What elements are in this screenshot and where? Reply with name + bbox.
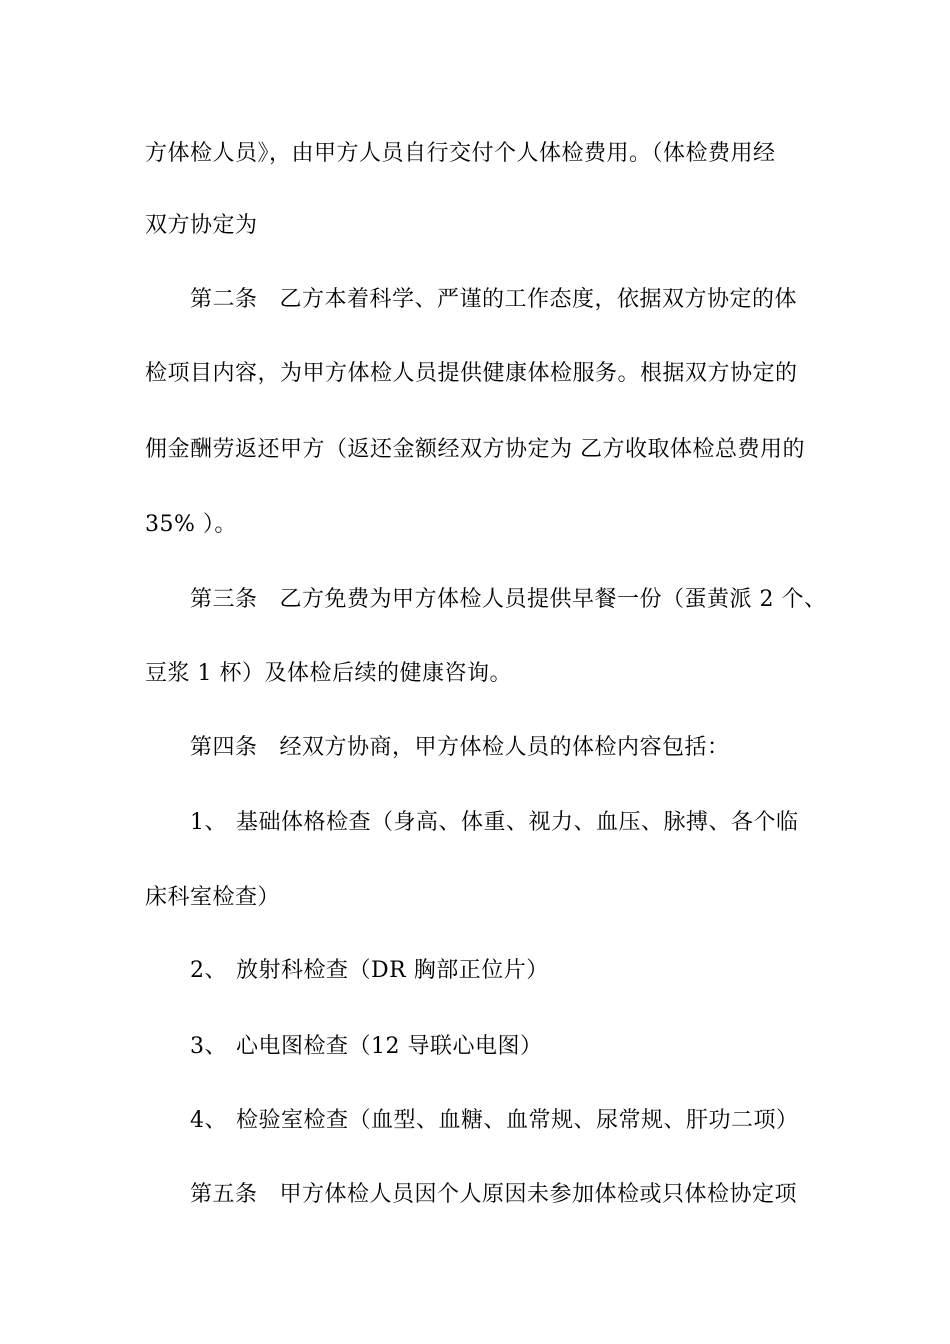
text-line bbox=[145, 359, 798, 389]
paragraph-text: 放射科检查（DR 胸部正位片） bbox=[236, 958, 549, 983]
text-line bbox=[145, 211, 258, 241]
list-item bbox=[190, 956, 549, 986]
paragraph-text: 经双方协商，甲方体检人员的体检内容包括： bbox=[279, 735, 730, 760]
paragraph-text: 佣金酬劳返还甲方（返还金额经双方协定为 乙方收取体检总费用的 bbox=[145, 437, 805, 462]
article-heading: 第四条 bbox=[190, 735, 258, 760]
paragraph-text: 乙方本着科学、严谨的工作态度，依据双方协定的体 bbox=[279, 287, 798, 312]
list-number: 2、 bbox=[190, 958, 227, 983]
paragraph-text: 35% ）。 bbox=[145, 512, 237, 537]
paragraph-text: 检验室检查（血型、血糖、血常规、尿常规、肝功二项） bbox=[236, 1108, 799, 1133]
article-3-line bbox=[190, 585, 827, 615]
list-item bbox=[190, 1106, 799, 1136]
article-5-line bbox=[190, 1180, 797, 1210]
paragraph-text: 甲方体检人员因个人原因未参加体检或只体检协定项 bbox=[279, 1182, 798, 1207]
article-2-line bbox=[190, 285, 797, 315]
list-number: 1、 bbox=[190, 810, 227, 835]
paragraph-text: 床科室检查） bbox=[145, 885, 281, 910]
text-line bbox=[145, 883, 280, 913]
text-line bbox=[145, 435, 805, 465]
text-line bbox=[145, 139, 776, 169]
text-line bbox=[145, 510, 237, 540]
list-number: 4、 bbox=[190, 1108, 227, 1133]
paragraph-text: 方体检人员》，由甲方人员自行交付个人体检费用。（体检费用经 bbox=[145, 141, 776, 166]
paragraph-text: 乙方免费为甲方体检人员提供早餐一份（蛋黄派 2 个、 bbox=[279, 587, 827, 612]
article-4-line bbox=[190, 733, 730, 763]
paragraph-text: 基础体格检查（身高、体重、视力、血压、脉搏、各个临 bbox=[236, 810, 799, 835]
list-item bbox=[190, 808, 799, 838]
paragraph-text: 检项目内容，为甲方体检人员提供健康体检服务。根据双方协定的 bbox=[145, 361, 798, 386]
article-heading: 第三条 bbox=[190, 587, 258, 612]
paragraph-text: 心电图检查（12 导联心电图） bbox=[236, 1034, 543, 1059]
article-heading: 第五条 bbox=[190, 1182, 258, 1207]
paragraph-text: 双方协定为 bbox=[145, 213, 258, 238]
list-number: 3、 bbox=[190, 1034, 227, 1059]
paragraph-text: 豆浆 1 杯）及体检后续的健康咨询。 bbox=[145, 661, 512, 686]
text-line bbox=[145, 659, 512, 689]
list-item bbox=[190, 1032, 543, 1062]
article-heading: 第二条 bbox=[190, 287, 258, 312]
